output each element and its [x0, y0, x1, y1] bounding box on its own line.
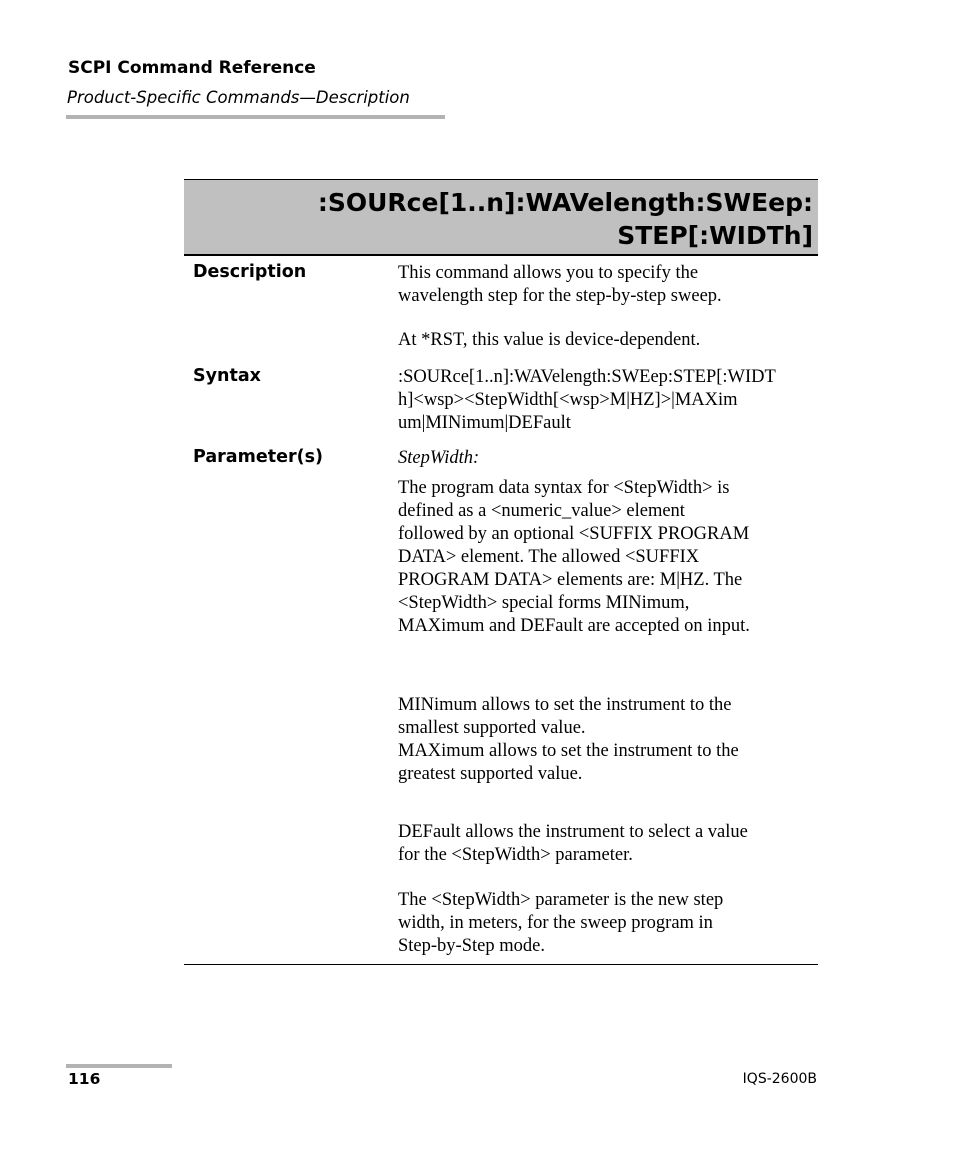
parameter-line: MAXimum allows to set the instrument to the	[398, 741, 739, 761]
parameter-line: greatest supported value.	[398, 764, 583, 784]
parameter-minmax-block	[398, 694, 813, 786]
footer-rule	[66, 1064, 172, 1068]
parameter-line: defined as a <numeric_value> element	[398, 501, 685, 521]
parameter-line: PROGRAM DATA> elements are: M|HZ. The	[398, 570, 743, 590]
parameter-line: for the <StepWidth> parameter.	[398, 845, 633, 865]
parameter-default-block	[398, 821, 813, 867]
command-title	[318, 186, 813, 252]
page-number: 116	[68, 1070, 101, 1088]
description-text	[398, 262, 813, 308]
header-rule	[66, 115, 445, 119]
parameter-line: MINimum allows to set the instrument to the	[398, 695, 732, 715]
parameter-line: width, in meters, for the sweep program in	[398, 913, 713, 933]
parameter-line: DEFault allows the instrument to select a value	[398, 822, 748, 842]
parameter-line: MAXimum and DEFault are accepted on input.	[398, 616, 750, 636]
syntax-text	[398, 366, 813, 435]
parameter-line: DATA> element. The allowed <SUFFIX	[398, 547, 700, 567]
command-title-line2: STEP[:WIDTh]	[617, 221, 813, 250]
parameter-line: Step-by-Step mode.	[398, 936, 545, 956]
syntax-line: :SOURce[1..n]:WAVelength:SWEep:STEP[:WIDT	[398, 367, 776, 387]
description-label: Description	[193, 262, 307, 282]
parameter-line: The program data syntax for <StepWidth> is	[398, 478, 730, 498]
parameter-line: The <StepWidth> parameter is the new step	[398, 890, 724, 910]
parameter-syntax-block	[398, 477, 813, 638]
parameter-line: <StepWidth> special forms MINimum,	[398, 593, 690, 613]
section-title: SCPI Command Reference	[68, 58, 316, 78]
parameter-name: StepWidth:	[398, 448, 480, 468]
description-line: This command allows you to specify the	[398, 263, 699, 283]
parameter-description-block	[398, 889, 813, 958]
product-name: IQS-2600B	[742, 1071, 817, 1087]
parameter-line: smallest supported value.	[398, 718, 586, 738]
command-title-box	[184, 179, 818, 256]
table-bottom-rule	[184, 964, 818, 965]
syntax-line: um|MINimum|DEFault	[398, 413, 571, 433]
parameters-label: Parameter(s)	[193, 447, 323, 467]
syntax-label: Syntax	[193, 366, 261, 386]
command-title-line1: :SOURce[1..n]:WAVelength:SWEep:	[317, 188, 813, 217]
description-line: wavelength step for the step-by-step sweep.	[398, 286, 722, 306]
description-rst-note: At *RST, this value is device-dependent.	[398, 330, 701, 350]
section-subtitle: Product-Specific Commands—Description	[67, 88, 410, 107]
parameter-line: followed by an optional <SUFFIX PROGRAM	[398, 524, 750, 544]
syntax-line: h]<wsp><StepWidth[<wsp>M|HZ]>|MAXim	[398, 390, 738, 410]
